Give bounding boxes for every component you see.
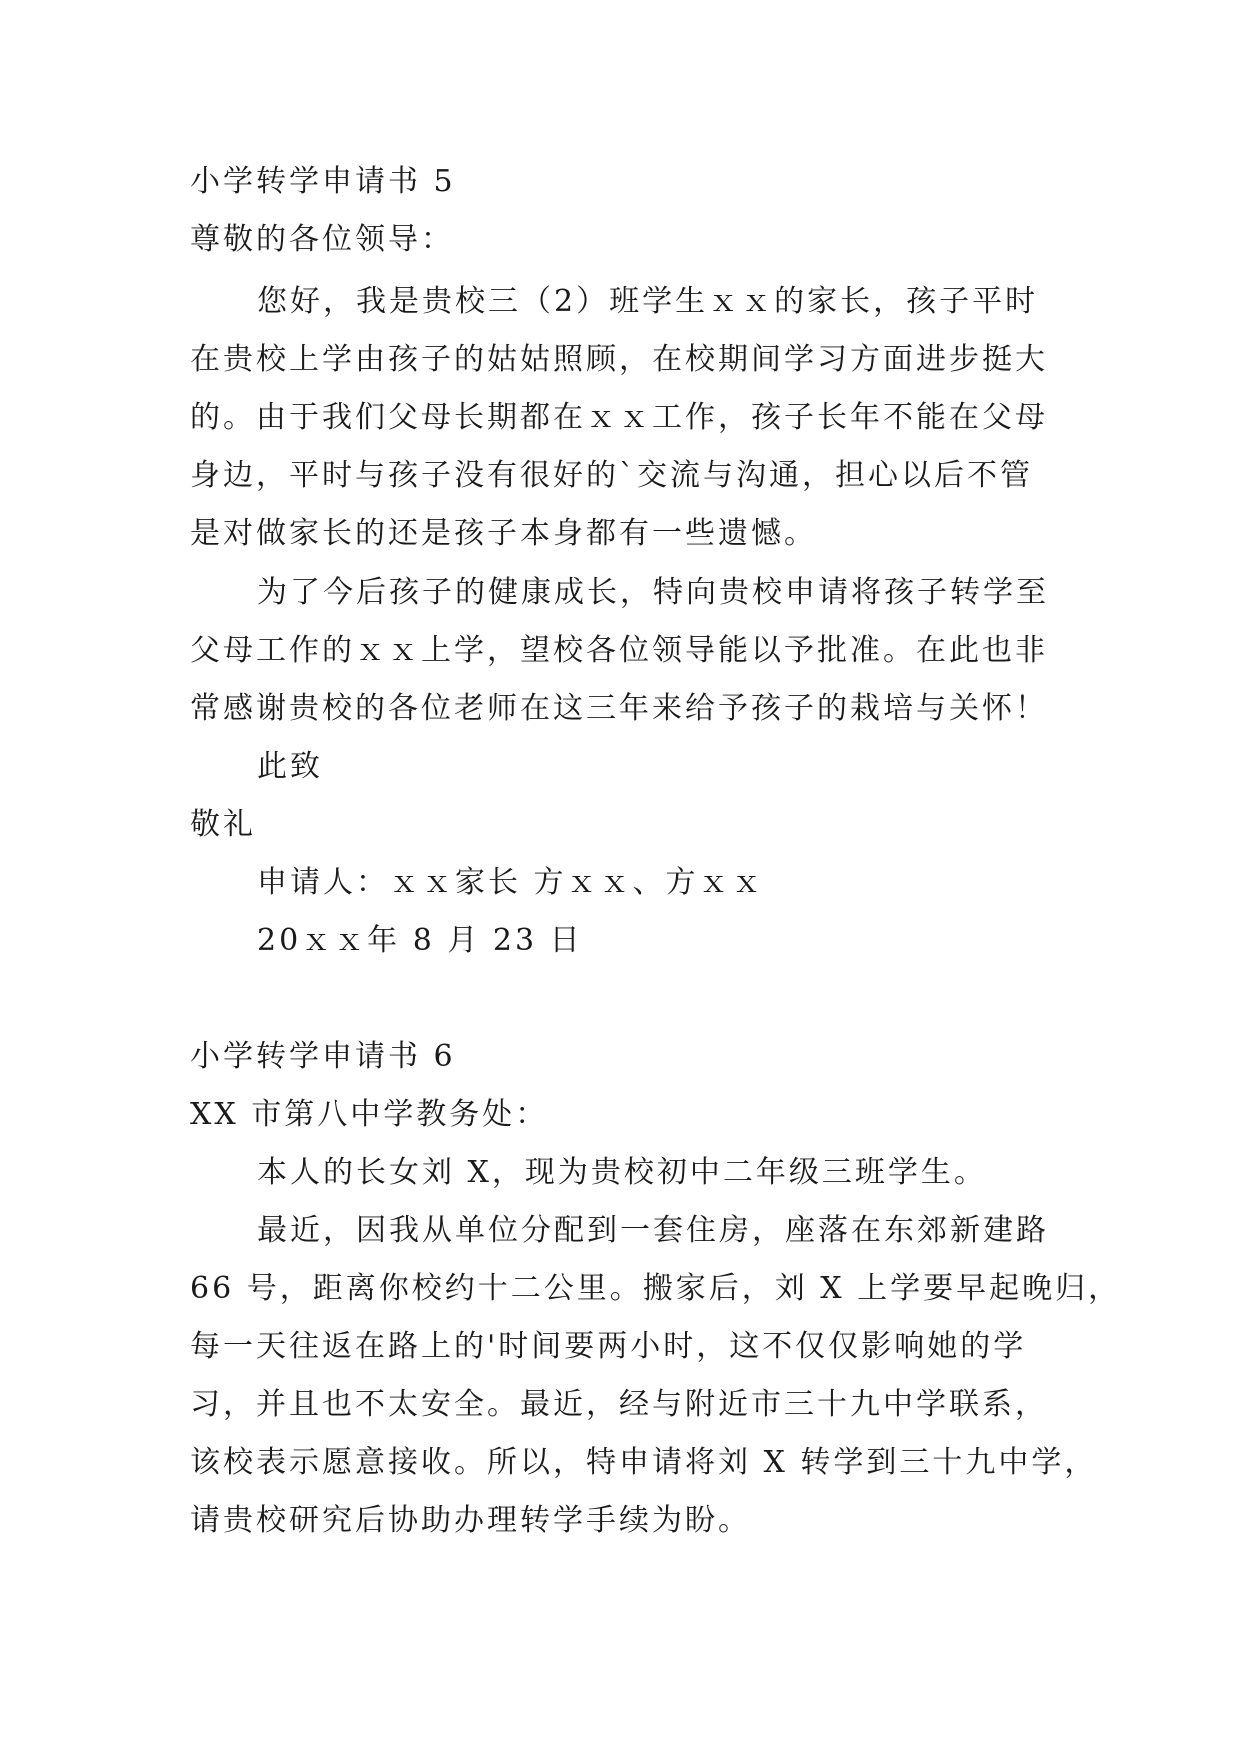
paragraph-line: 最近，因我从单位分配到一套住房，座落在东郊新建路 [257, 1213, 1049, 1248]
paragraph-line: 为了今后孩子的健康成长，特向贵校申请将孩子转学至 [257, 575, 1049, 610]
paragraph-line: 该校表示愿意接收。所以，特申请将刘 X 转学到三十九中学， [190, 1445, 1098, 1480]
letter-title: 小学转学申请书 5 [190, 164, 456, 199]
closing-line: 此致 [257, 749, 323, 784]
paragraph-line: 您好，我是贵校三（2）班学生ｘｘ的家长，孩子平时 [257, 284, 1039, 319]
paragraph-line: 父母工作的ｘｘ上学，望校各位领导能以予批准。在此也非 [190, 633, 1048, 668]
paragraph-line: 66 号，距离你校约十二公里。搬家后，刘 X 上学要早起晚归， [190, 1271, 1122, 1306]
date-line: 20ｘｘ年 8 月 23 日 [257, 923, 583, 958]
salutation: 尊敬的各位领导： [190, 222, 454, 257]
letter-title: 小学转学申请书 6 [190, 1039, 456, 1074]
paragraph-line: 每一天往返在路上的'时间要两小时，这不仅仅影响她的学 [190, 1329, 1027, 1364]
salutation: XX 市第八中学教务处： [190, 1097, 549, 1132]
paragraph-line: 请贵校研究后协助办理转学手续为盼。 [190, 1503, 751, 1538]
applicant-line: 申请人：ｘｘ家长 方ｘｘ、方ｘｘ [257, 865, 765, 900]
paragraph-line: 本人的长女刘 X，现为贵校初中二年级三班学生。 [257, 1155, 987, 1190]
paragraph-line: 常感谢贵校的各位老师在这三年来给予孩子的栽培与关怀！ [190, 691, 1048, 726]
paragraph-line: 是对做家长的还是孩子本身都有一些遗憾。 [190, 516, 817, 551]
paragraph-line: 的。由于我们父母长期都在ｘｘ工作，孩子长年不能在父母 [190, 400, 1048, 435]
closing-line: 敬礼 [190, 807, 256, 842]
paragraph-line: 身边，平时与孩子没有很好的`交流与沟通，担心以后不管 [190, 458, 1033, 493]
paragraph-line: 习，并且也不太安全。最近，经与附近市三十九中学联系， [190, 1387, 1048, 1422]
paragraph-line: 在贵校上学由孩子的姑姑照顾，在校期间学习方面进步挺大 [190, 342, 1048, 377]
